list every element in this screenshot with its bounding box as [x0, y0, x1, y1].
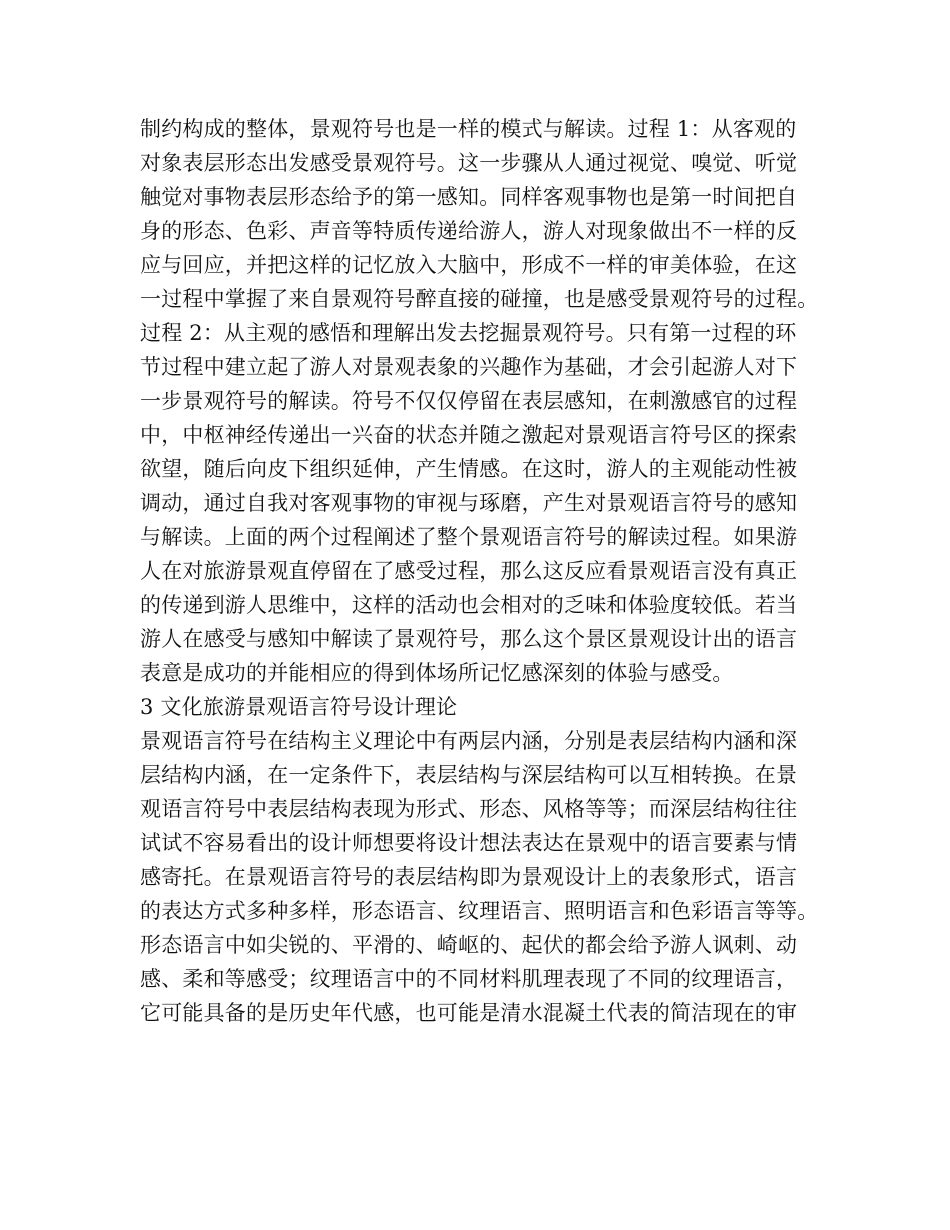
text-line: 应与回应，并把这样的记忆放入大脑中，形成不一样的审美体验，在这 [140, 253, 798, 277]
text-line: 制约构成的整体，景观符号也是一样的模式与解读。过程 1：从客观的 [140, 117, 797, 141]
text-line: 节过程中建立起了游人对景观表象的兴趣作为基础，才会引起游人对下 [140, 355, 798, 379]
text-line: 它可能具备的是历史年代感，也可能是清水混凝土代表的简洁现在的审 [140, 1001, 798, 1025]
text-line: 观语言符号中表层结构表现为形式、形态、风格等等；而深层结构往往 [140, 797, 798, 821]
text-line: 层结构内涵，在一定条件下，表层结构与深层结构可以互相转换。在景 [140, 763, 798, 787]
text-line: 过程 2：从主观的感悟和理解出发去挖掘景观符号。只有第一过程的环 [140, 321, 797, 345]
text-line: 中，中枢神经传递出一兴奋的状态并随之激起对景观语言符号区的探索 [140, 423, 798, 447]
text-line: 人在对旅游景观直停留在了感受过程，那么这反应看景观语言没有真正 [140, 559, 798, 583]
text-line: 触觉对事物表层形态给予的第一感知。同样客观事物也是第一时间把自 [140, 185, 798, 209]
text-line: 游人在感受与感知中解读了景观符号，那么这个景区景观设计出的语言 [140, 627, 798, 651]
text-line: 试试不容易看出的设计师想要将设计想法表达在景观中的语言要素与情 [140, 831, 798, 855]
text-line: 形态语言中如尖锐的、平滑的、崎岖的、起伏的都会给予游人讽刺、动 [140, 933, 798, 957]
text-line: 感、柔和等感受；纹理语言中的不同材料肌理表现了不同的纹理语言， [140, 967, 798, 991]
text-line: 一过程中掌握了来自景观符号醉直接的碰撞，也是感受景观符号的过程。 [140, 287, 819, 311]
text-line: 景观语言符号在结构主义理论中有两层内涵，分别是表层结构内涵和深 [140, 729, 798, 753]
text-line: 对象表层形态出发感受景观符号。这一步骤从人通过视觉、嗅觉、听觉 [140, 151, 798, 175]
text-line: 表意是成功的并能相应的得到体场所记忆感深刻的体验与感受。 [140, 661, 734, 685]
text-line: 感寄托。在景观语言符号的表层结构即为景观设计上的表象形式，语言 [140, 865, 798, 889]
section-heading: 3 文化旅游景观语言符号设计理论 [140, 695, 458, 719]
text-line: 身的形态、色彩、声音等特质传递给游人，游人对现象做出不一样的反 [140, 219, 798, 243]
text-line: 与解读。上面的两个过程阐述了整个景观语言符号的解读过程。如果游 [140, 525, 798, 549]
text-line: 的传递到游人思维中，这样的活动也会相对的乏味和体验度较低。若当 [140, 593, 798, 617]
text-line: 调动，通过自我对客观事物的审视与琢磨，产生对景观语言符号的感知 [140, 491, 798, 515]
text-line: 欲望，随后向皮下组织延伸，产生情感。在这时，游人的主观能动性被 [140, 457, 798, 481]
text-line: 的表达方式多种多样，形态语言、纹理语言、照明语言和色彩语言等等。 [140, 899, 819, 923]
body-text [140, 112, 830, 1030]
text-line: 一步景观符号的解读。符号不仅仅停留在表层感知，在刺激感官的过程 [140, 389, 798, 413]
